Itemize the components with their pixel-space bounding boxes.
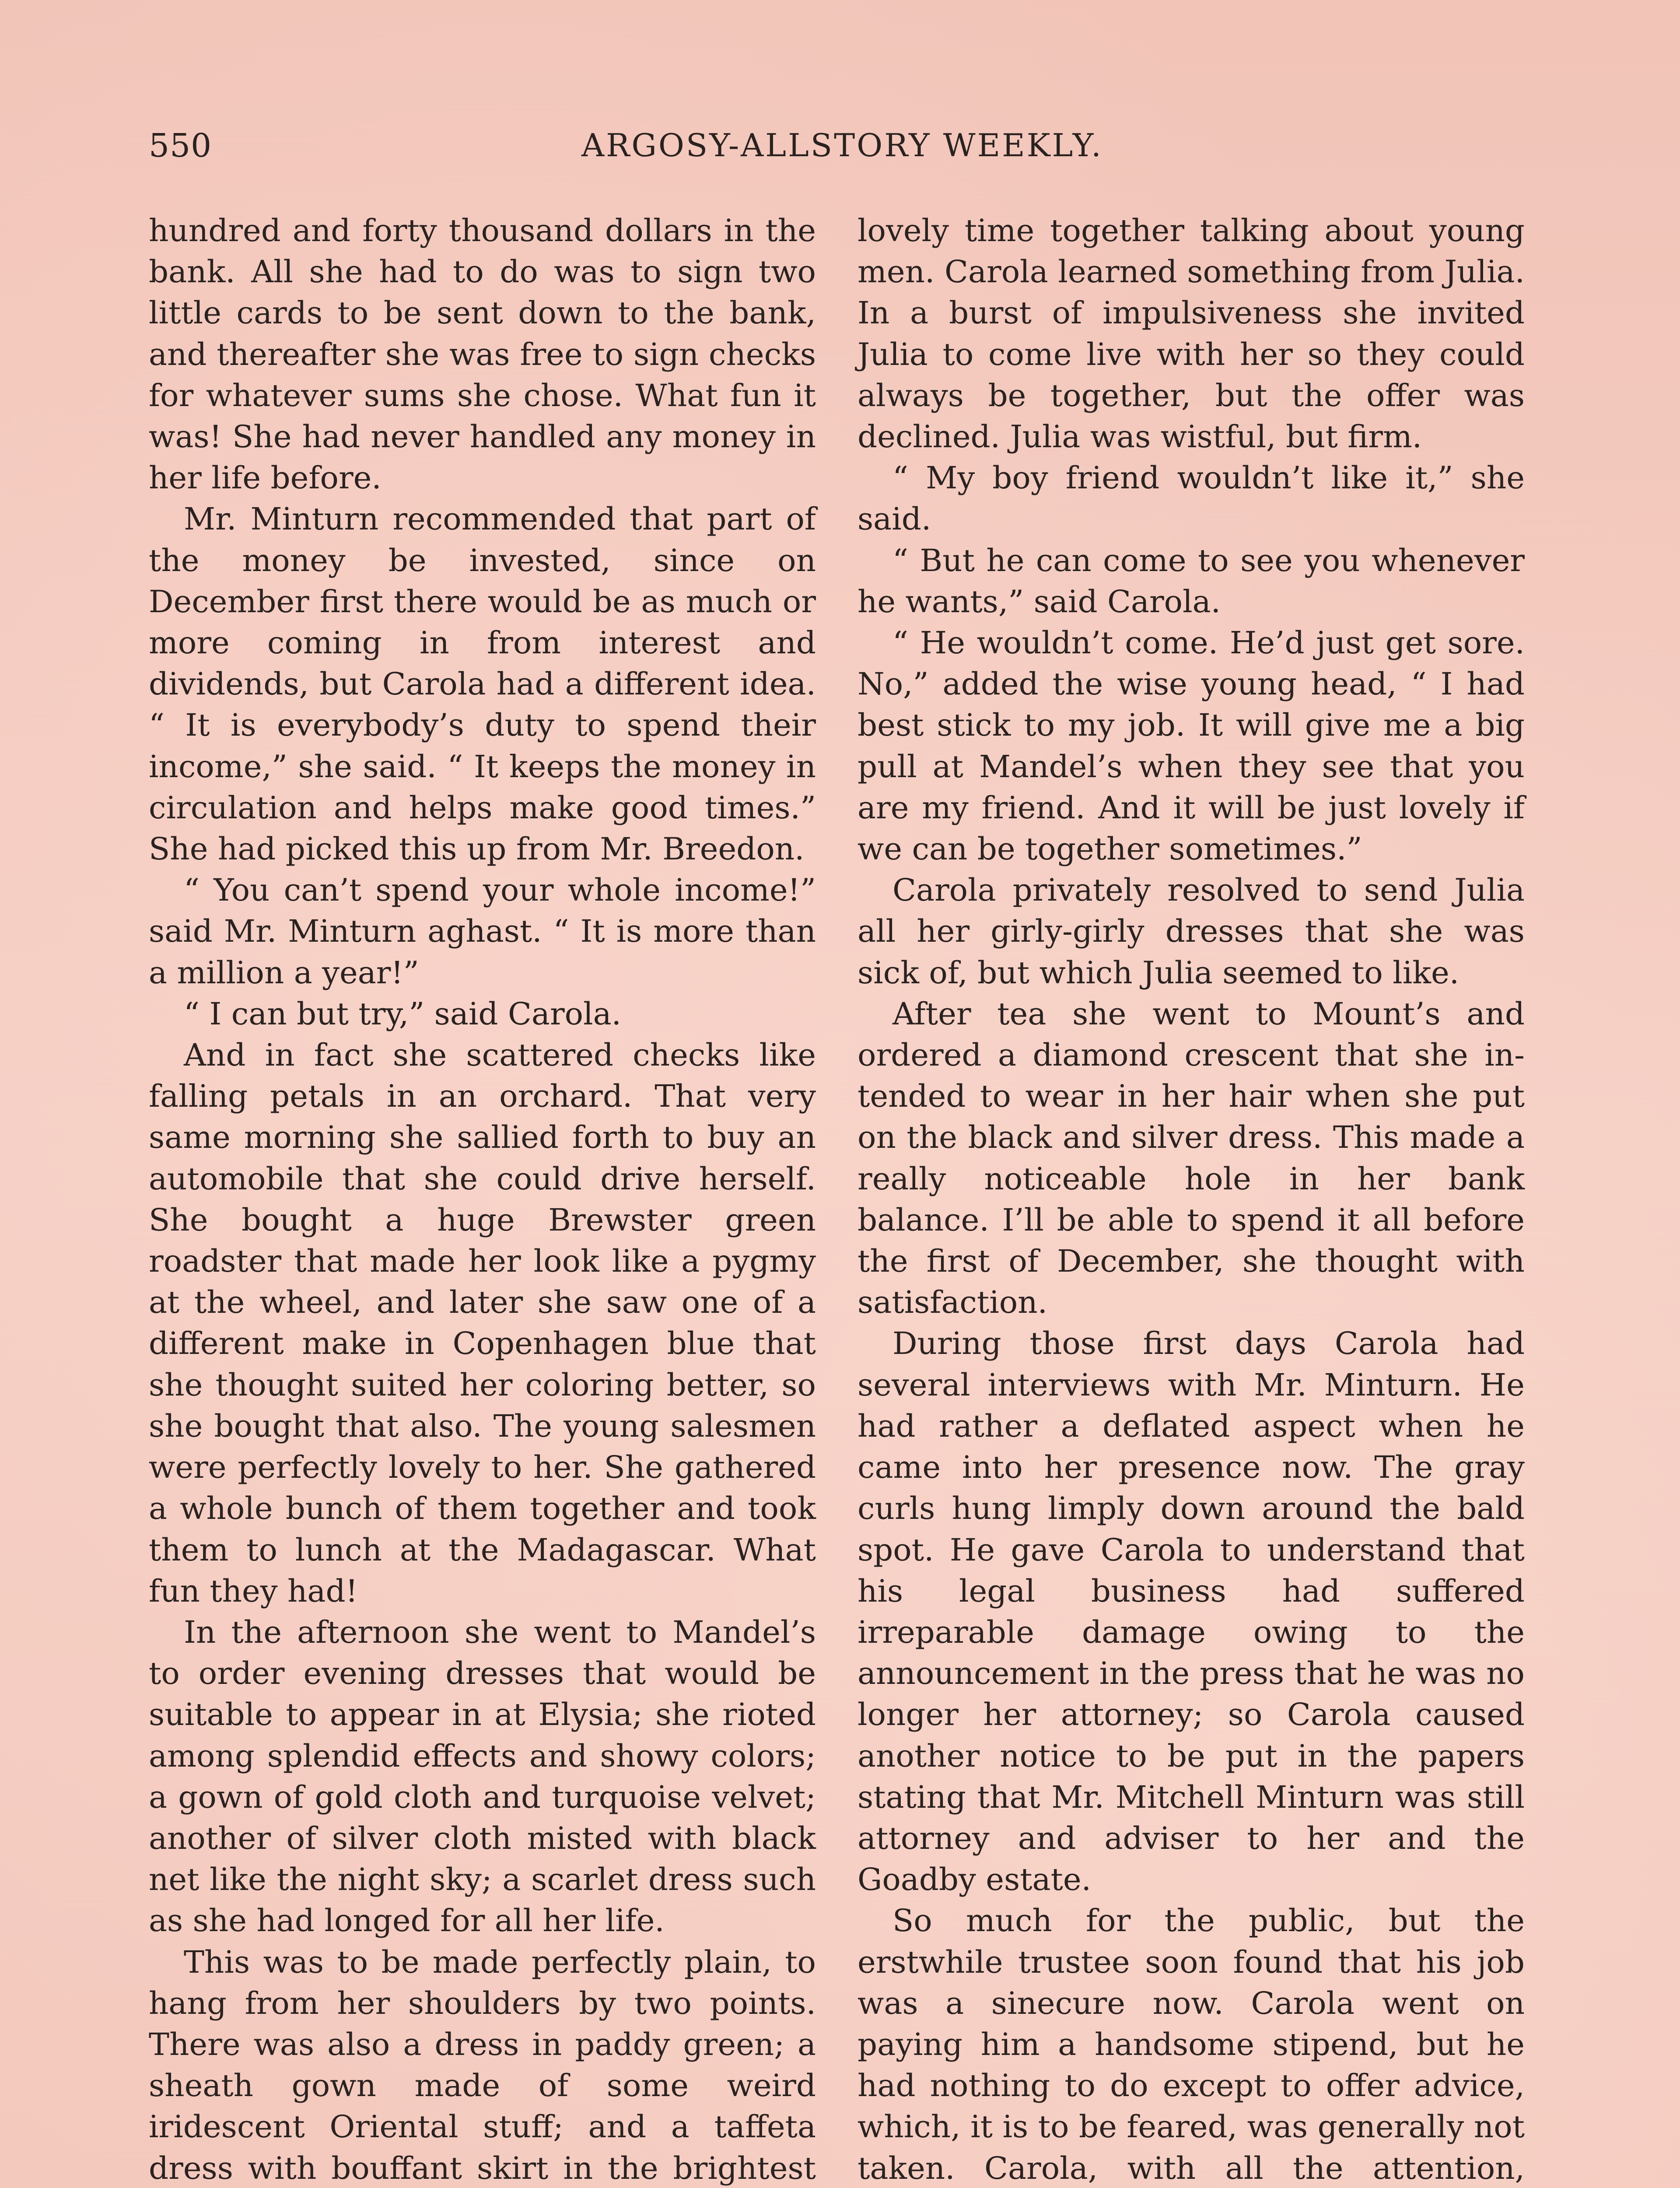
paragraph: After tea she went to Mount’s and ordered a diamond crescent that she intended to wear in her hair when she put on the black and silver dress. This made a really noticeable hole in her bank balance. I’ll be able to spend it all before the first of December, she thought with satisfaction. xyxy=(858,996,1525,1321)
paragraph: And in fact she scattered checks like falling petals in an orchard. That very same morning she sallied forth to buy an automobile that she could drive herself. She bought a huge Brewster green roadster that made her look like a pygmy at the wheel, and later she saw one of a different make in Copenhagen blue that she thought suited her coloring better, so she bought that also. The young salesmen were perfectly lovely to her. She gathered a whole bunch of them together and took them to lunch at the Madagascar. What fun they had! xyxy=(149,1037,816,1609)
right-text-column xyxy=(858,210,1525,2188)
paragraph: “ But he can come to see you whenever he wants,” said Carola. xyxy=(858,542,1525,620)
paragraph: Carola privately resolved to send Julia all her girly-girly dresses that she was sick of, but which Julia seemed to like. xyxy=(858,872,1525,991)
running-title: ARGOSY-ALLSTORY WEEKLY. xyxy=(581,127,1103,164)
paragraph: During those first days Carola had several interviews with Mr. Minturn. He had rather a deflated aspect when he came into her presence now. The gray curls hung limply down around the bald spot. He gave Carola to understand that his legal business had suffered irreparable damage owing to the announcement in the press that he was no longer her attorney; so Carola caused another notice to be put in the papers stating that Mr. Mitchell Minturn was still attorney and adviser to her and the Goadby estate. xyxy=(858,1325,1525,1898)
paragraph: So much for the public, but the erstwhile trustee soon found that his job was a sinecure now. Carola went on paying him a handsome stipend, but he had nothing to do except to offer advice, which, it is to be feared, was generally not taken. Carola, with all the attention, xyxy=(858,1903,1525,2186)
paragraph: lovely time together talking about young men. Carola learned something from Julia. In a burst of impulsiveness she invited Julia to come live with her so they could always be together, but the offer was declined. Julia was wistful, but firm. xyxy=(858,213,1525,455)
page-header xyxy=(149,127,1536,175)
paragraph: Mr. Minturn recommended that part of the money be invested, since on December first there would be as much or more coming in from interest and dividends, but Carola had a different idea. “ It is everybody’s duty to spend their income,” she said. “ It keeps the money in circulation and helps make good times.” She had picked this up from Mr. Breedon. xyxy=(149,501,816,867)
paragraph: hundred and forty thousand dollars in the bank. All she had to do was to sign two little cards to be sent down to the bank, and thereafter she was free to sign checks for whatever sums she chose. What fun it was! She had never handled any money in her life before. xyxy=(149,213,816,496)
paragraph: “ You can’t spend your whole income!” said Mr. Minturn aghast. “ It is more than a million a year!” xyxy=(149,872,816,991)
paragraph: “ I can but try,” said Carola. xyxy=(184,996,622,1032)
left-text-column xyxy=(149,210,816,2188)
paragraph: This was to be made perfectly plain, to hang from her shoulders by two points. There was also a dress in paddy green; a sheath gown made of some weird iridescent Oriental stuff; and a taffeta dress with bouffant skirt in the brightest xyxy=(149,1944,816,2186)
page-number: 550 xyxy=(149,127,212,165)
paragraph: In the afternoon she went to Mandel’s to order evening dresses that would be suitable to appear in at Elysia; she rioted among splendid effects and showy colors; a gown of gold cloth and turquoise velvet; another of silver cloth misted with black net like the night sky; a scarlet dress such as she had longed for all her life. xyxy=(149,1614,816,1939)
paragraph: “ He wouldn’t come. He’d just get sore. No,” added the wise young head, “ I had best stick to my job. It will give me a big pull at Mandel’s when they see that you are my friend. And it will be just lovely if we can be together sometimes.” xyxy=(858,625,1525,867)
paragraph: “ My boy friend wouldn’t like it,” she said. xyxy=(858,460,1525,537)
